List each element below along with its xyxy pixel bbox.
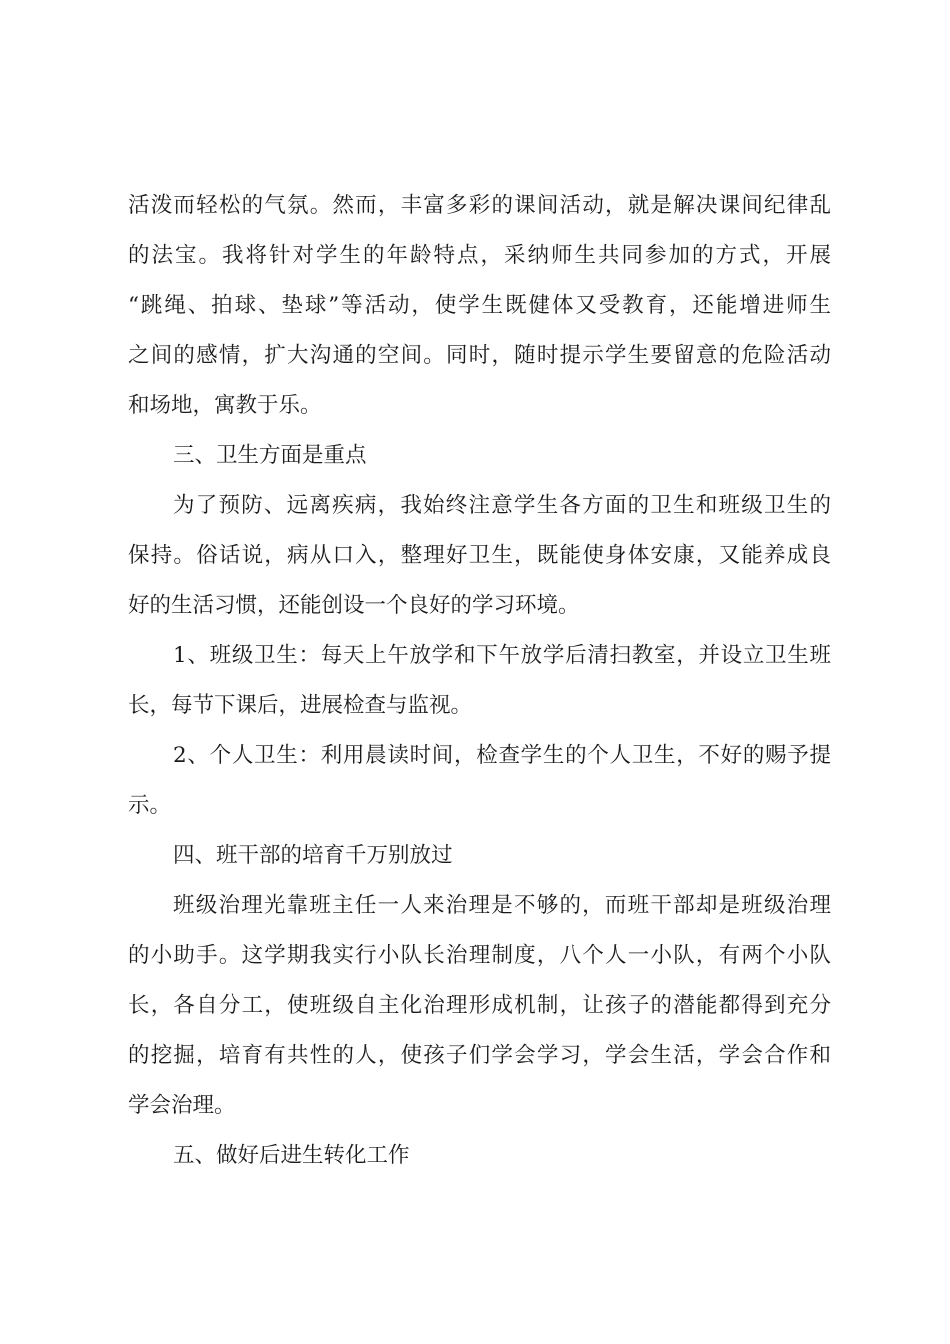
paragraph-line: 的挖掘，培育有共性的人，使孩子们学会学习，学会生活，学会合作和 — [128, 1043, 831, 1068]
section-heading: 四、班干部的培育千万别放过 — [173, 843, 453, 868]
paragraph-line: 好的生活习惯，还能创设一个良好的学习环境。 — [128, 593, 580, 618]
paragraph-line: “跳绳、拍球、垫球”等活动，使学生既健体又受教育，还能增进师生 — [128, 293, 831, 318]
list-item-line: 示。 — [128, 793, 172, 818]
list-item-line: 长，每节下课后，进展检查与监视。 — [128, 693, 473, 718]
paragraph-line: 保持。俗话说，病从口入，整理好卫生，既能使身体安康，又能养成良 — [128, 543, 831, 568]
paragraph-line: 活泼而轻松的气氛。然而，丰富多彩的课间活动，就是解决课间纪律乱 — [128, 193, 831, 218]
section-heading: 五、做好后进生转化工作 — [173, 1143, 410, 1168]
list-item-line: 1、班级卫生：每天上午放学和下午放学后清扫教室，并设立卫生班 — [173, 643, 831, 668]
section-heading: 三、卫生方面是重点 — [173, 443, 367, 468]
paragraph-line: 长，各自分工，使班级自主化治理形成机制，让孩子的潜能都得到充分 — [128, 993, 831, 1018]
paragraph-line: 之间的感情，扩大沟通的空间。同时，随时提示学生要留意的危险活动 — [128, 343, 831, 368]
list-item-line: 2、个人卫生：利用晨读时间，检查学生的个人卫生，不好的赐予提 — [173, 743, 831, 768]
paragraph-line: 班级治理光靠班主任一人来治理是不够的，而班干部却是班级治理 — [173, 893, 831, 918]
paragraph-line: 的小助手。这学期我实行小队长治理制度，八个人一小队，有两个小队 — [128, 943, 831, 968]
paragraph-line: 和场地，寓教于乐。 — [128, 393, 322, 418]
paragraph-line: 的法宝。我将针对学生的年龄特点，采纳师生共同参加的方式，开展 — [128, 243, 831, 268]
paragraph-line: 学会治理。 — [128, 1093, 236, 1118]
paragraph-line: 为了预防、远离疾病，我始终注意学生各方面的卫生和班级卫生的 — [173, 493, 831, 518]
